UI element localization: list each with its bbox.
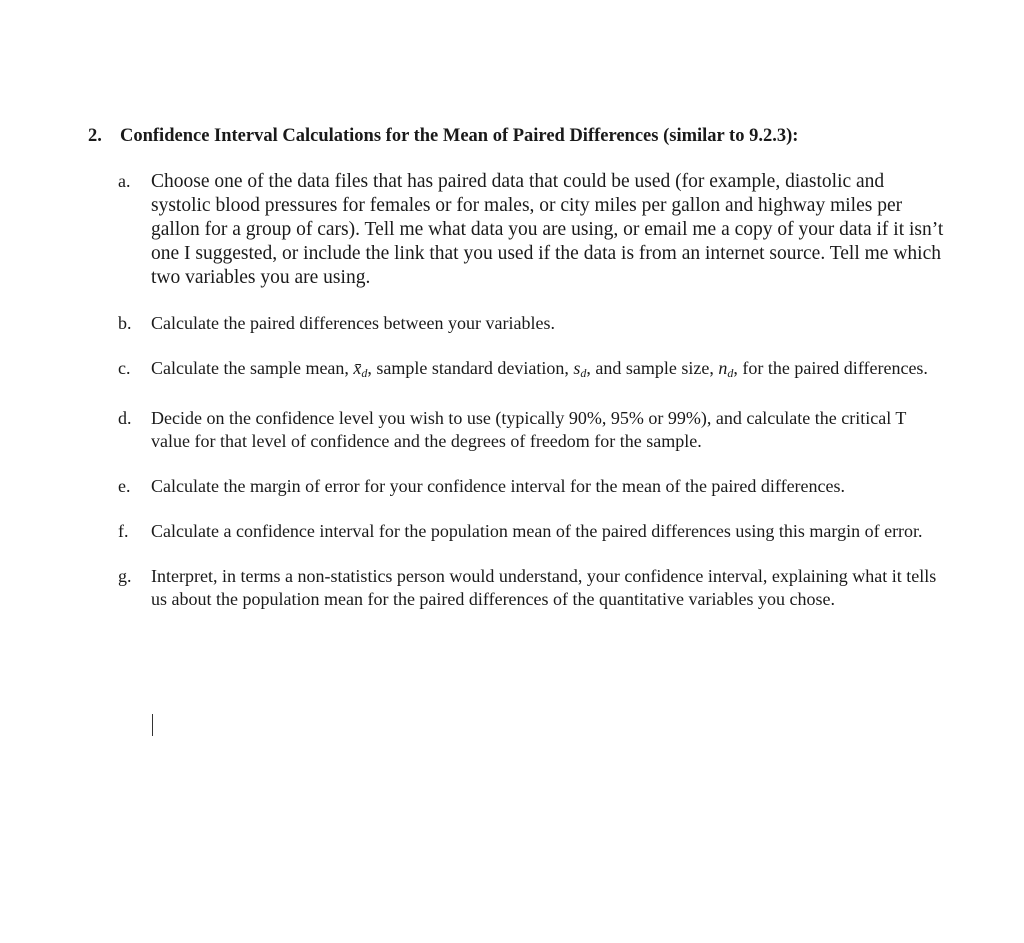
- item-text-part: , and sample size,: [586, 358, 719, 378]
- item-text-part: , for the paired differences.: [733, 358, 928, 378]
- sample-mean-symbol: $x̄_d$: [353, 358, 368, 380]
- question-heading: [88, 124, 948, 148]
- list-item-g: [88, 565, 948, 611]
- item-letter: c.: [118, 358, 131, 378]
- question-number: 2.: [88, 126, 102, 146]
- item-letter: a.: [118, 171, 131, 191]
- list-item-f: [88, 520, 948, 543]
- item-letter: f.: [118, 521, 129, 541]
- list-item-a: [88, 170, 948, 290]
- question-2: [88, 124, 948, 633]
- item-text: Calculate a confidence interval for the population mean of the paired differences using this margin of error.: [151, 521, 923, 541]
- sample-sd-symbol: $s_d$: [573, 358, 587, 380]
- item-text: Calculate the paired differences between your variables.: [151, 313, 555, 333]
- item-text: Interpret, in terms a non-statistics person would understand, your confidence interval, explaining what it tells us about the population mean for the paired differences of the quantitative variables you chose.: [151, 566, 937, 609]
- item-text: Decide on the confidence level you wish to use (typically 90%, 95% or 99%), and calculate the critical T value for that level of confidence and the degrees of freedom for the sample.: [151, 408, 907, 451]
- item-text-part: Calculate the sample mean,: [151, 358, 354, 378]
- item-text-part: , sample standard deviation,: [367, 358, 574, 378]
- sample-size-symbol: $n_d$: [718, 358, 734, 380]
- question-title: Confidence Interval Calculations for the Mean of Paired Differences (similar to 9.2.3):: [120, 126, 799, 146]
- list-item-e: [88, 475, 948, 498]
- item-text: Calculate the margin of error for your confidence interval for the mean of the paired differences.: [151, 476, 846, 496]
- item-letter: e.: [118, 476, 131, 496]
- text-cursor[interactable]: [152, 714, 153, 736]
- list-item-c: [88, 357, 948, 385]
- item-text: [151, 357, 948, 385]
- item-list: [88, 170, 948, 611]
- list-item-b: [88, 312, 948, 335]
- item-letter: g.: [118, 566, 132, 586]
- list-item-d: [88, 407, 948, 453]
- item-text: Choose one of the data files that has paired data that could be used (for example, diastolic and systolic blood pressures for females or for males, or city miles per gallon and highway miles per gallon for a group of cars). Tell me what data you are using, or email me a copy of your data if it isn’t one I suggested, or include the link that you used if the data is from an internet source. Tell me which two variables you are using.: [151, 171, 944, 288]
- item-letter: b.: [118, 313, 132, 333]
- item-letter: d.: [118, 408, 132, 428]
